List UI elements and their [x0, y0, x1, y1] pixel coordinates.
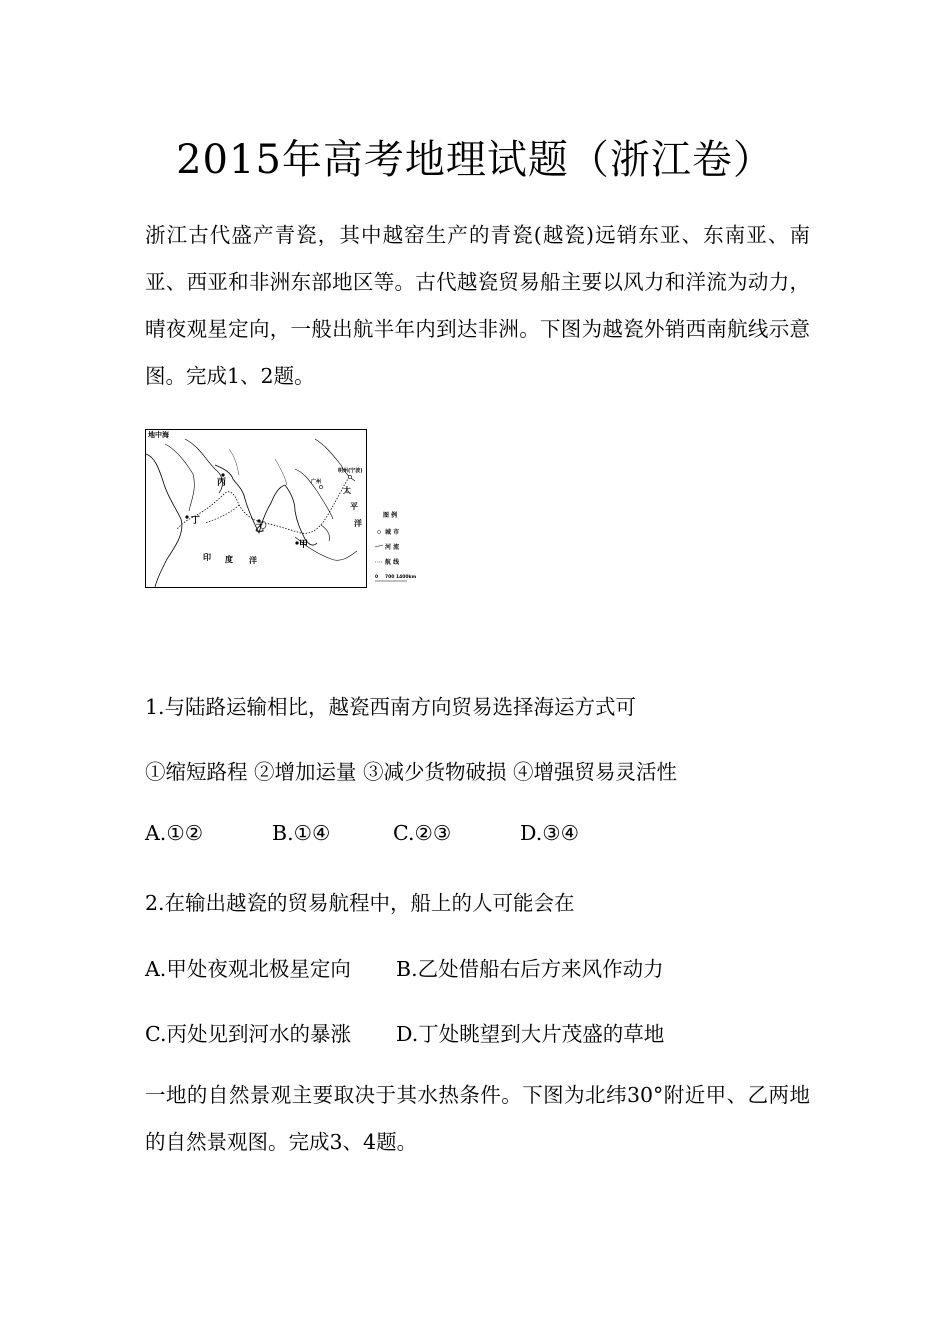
- label-jia: 甲: [299, 540, 309, 550]
- intro-paragraph-2: 一地的自然景观主要取决于其水热条件。下图为北纬30°附近甲、乙两地的自然景观图。完成3、4题。: [145, 1083, 810, 1154]
- point-bing: [221, 473, 224, 476]
- intro-paragraph-1: 浙江古代盛产青瓷，其中越窑生产的青瓷(越瓷)远销东亚、东南亚、南亚、西亚和非洲东部地区等。古代越瓷贸易船主要以风力和洋流为动力，晴夜观星定向，一般出航半年内到达非洲。下图为越瓷外销西南航线示意图。完成1、2题。: [145, 223, 810, 388]
- q1-items: ①缩短路程 ②增加运量 ③减少货物破损 ④增强贸易灵活性: [145, 760, 678, 784]
- label-bing: 丙: [217, 478, 227, 488]
- q2-option-a: A.甲处夜观北极星定向: [145, 957, 351, 981]
- scale-1400: 1400km: [396, 575, 417, 580]
- page-title: 2015年高考地理试题（浙江卷）: [176, 137, 774, 183]
- label-yi: 乙: [255, 524, 265, 534]
- legend-river: 河 流: [385, 544, 400, 551]
- q1-option-b: B.①④: [272, 821, 331, 845]
- route-map-svg: [145, 429, 425, 592]
- label-indian-1: 印: [203, 553, 211, 562]
- label-guangzhou: 广州: [311, 479, 322, 485]
- label-mingzhou: 明州(宁波): [338, 468, 363, 474]
- label-corner: 地中海: [148, 431, 169, 439]
- q2-option-d: D.丁处眺望到大片茂盛的草地: [396, 1022, 665, 1046]
- legend-route: 航 线: [385, 559, 400, 566]
- route-map: [145, 429, 425, 592]
- q2-option-c: C.丙处见到河水的暴涨: [145, 1022, 351, 1046]
- city-guangzhou: [319, 485, 322, 488]
- q1-option-c: C.②③: [393, 821, 452, 845]
- q2-option-b: B.乙处借船右后方来风作动力: [396, 957, 664, 981]
- point-ding: [185, 515, 188, 518]
- legend-title: 图 例: [383, 512, 398, 519]
- scale-0: 0: [375, 575, 379, 580]
- label-indian-3: 洋: [249, 556, 257, 565]
- point-yi: [257, 519, 260, 522]
- q1-option-a: A.①②: [145, 821, 204, 845]
- scale-700: 700: [385, 575, 395, 580]
- label-indian-2: 度: [225, 555, 233, 564]
- label-pacific-3: 洋: [354, 519, 362, 528]
- legend-city: 城 市: [385, 529, 400, 536]
- label-pacific-1: 太: [343, 486, 351, 495]
- q1-option-d: D.③④: [520, 821, 579, 845]
- legend-city-icon: [378, 531, 381, 534]
- label-ding: 丁: [191, 516, 201, 526]
- q1-stem: 1.与陆路运输相比，越瓷西南方向贸易选择海运方式可: [145, 695, 637, 719]
- legend-river-icon: [375, 545, 383, 547]
- city-mingzhou: [348, 475, 351, 478]
- q2-stem: 2.在输出越瓷的贸易航程中，船上的人可能会在: [145, 891, 575, 915]
- label-pacific-2: 平: [350, 502, 358, 511]
